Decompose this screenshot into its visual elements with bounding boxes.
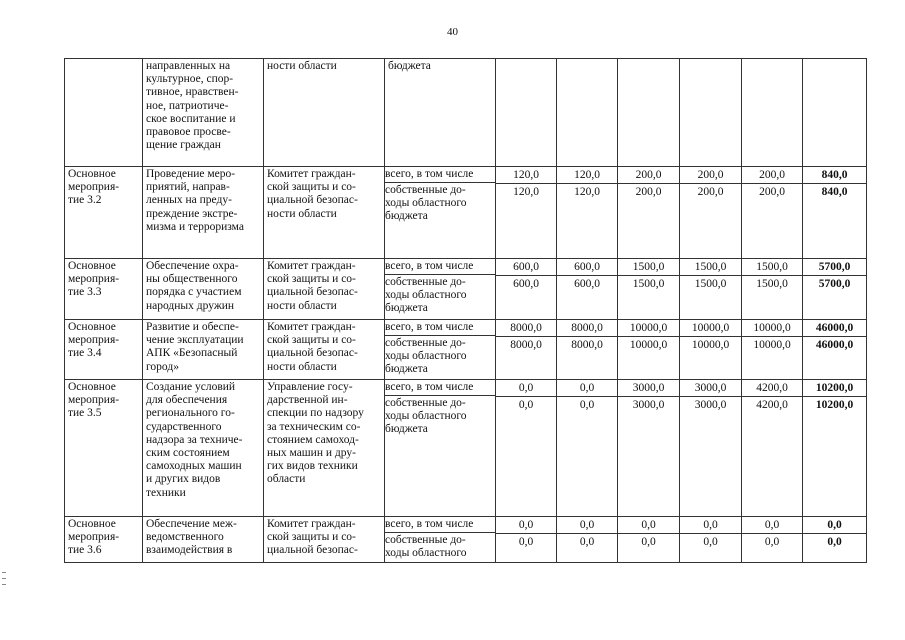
cell-name: Обеспечение меж- ведомственного взаимодействия в bbox=[143, 517, 264, 563]
cell-value: 0,0 0,0 bbox=[496, 380, 557, 517]
cell-code: Основное мероприя- тие 3.6 bbox=[65, 517, 143, 563]
name-line: щение граждан bbox=[146, 139, 221, 152]
cell-executor: Комитет граждан- ской защиты и со- циальной безопас- ности области bbox=[264, 167, 385, 259]
cell-value: 10000,0 10000,0 bbox=[618, 320, 680, 380]
cell-executor: Комитет граждан- ской защиты и со- циальной безопас- ности области bbox=[264, 320, 385, 380]
scan-mark bbox=[2, 584, 6, 585]
cell-executor: ности области bbox=[264, 59, 385, 167]
cell-code: Основное мероприя- тие 3.2 bbox=[65, 167, 143, 259]
cell-value: 0,0 0,0 bbox=[742, 517, 803, 563]
scan-mark bbox=[2, 578, 6, 579]
table-row bbox=[65, 167, 867, 259]
cell-name: Проведение меро- приятий, направ- ленных на преду- преждение экстре- мизма и терроризма bbox=[143, 167, 264, 259]
cell-value: 0,0 0,0 bbox=[618, 517, 680, 563]
name-line: ное, патриотиче- bbox=[146, 99, 229, 112]
table-row bbox=[65, 380, 867, 517]
cell-code: Основное мероприя- тие 3.5 bbox=[65, 380, 143, 517]
cell-code: Основное мероприя- тие 3.4 bbox=[65, 320, 143, 380]
cell-name bbox=[143, 59, 264, 167]
cell-code bbox=[65, 59, 143, 167]
cell-value: 4200,0 4200,0 bbox=[742, 380, 803, 517]
name-line: правовое просве- bbox=[146, 126, 231, 139]
cell-value: 3000,0 3000,0 bbox=[680, 380, 742, 517]
cell-value: 600,0 600,0 bbox=[557, 259, 618, 320]
cell-value: 0,0 0,0 bbox=[557, 517, 618, 563]
cell-source: всего, в том числе собственные до- ходы областного бюджета bbox=[385, 167, 496, 259]
program-table bbox=[64, 58, 867, 563]
table-row bbox=[65, 259, 867, 320]
cell-total: 840,0 840,0 bbox=[803, 167, 867, 259]
cell-value: 1500,0 1500,0 bbox=[680, 259, 742, 320]
cell-total: 46000,0 46000,0 bbox=[803, 320, 867, 380]
continuation-row bbox=[65, 59, 867, 167]
name-line: культурное, спор- bbox=[146, 73, 234, 86]
cell-value: 120,0 120,0 bbox=[496, 167, 557, 259]
cell-name: Развитие и обеспе- чение эксплуатации АПК «Безопасный город» bbox=[143, 320, 264, 380]
name-line: тивное, нравствен- bbox=[146, 86, 239, 99]
cell-value: 0,0 0,0 bbox=[496, 517, 557, 563]
cell-value: 120,0 120,0 bbox=[557, 167, 618, 259]
cell-value: 0,0 0,0 bbox=[680, 517, 742, 563]
cell-value: 3000,0 3000,0 bbox=[618, 380, 680, 517]
cell-value: 8000,0 8000,0 bbox=[557, 320, 618, 380]
scan-mark bbox=[2, 572, 6, 573]
cell-value: 1500,0 1500,0 bbox=[618, 259, 680, 320]
cell-value: 1500,0 1500,0 bbox=[742, 259, 803, 320]
cell-value: 200,0 200,0 bbox=[618, 167, 680, 259]
name-line: направленных на bbox=[146, 60, 231, 72]
table-row bbox=[65, 517, 867, 563]
cell-source: всего, в том числе собственные до- ходы областного бюджета bbox=[385, 259, 496, 320]
cell-name: Создание условий для обеспечения регионального го- сударственного надзора за техниче- ским состоянием самоходных машин и других видов техники bbox=[143, 380, 264, 517]
cell-value: 200,0 200,0 bbox=[742, 167, 803, 259]
cell-name: Обеспечение охра- ны общественного порядка с участием народных дружин bbox=[143, 259, 264, 320]
cell-code: Основное мероприя- тие 3.3 bbox=[65, 259, 143, 320]
cell-value: 10000,0 10000,0 bbox=[742, 320, 803, 380]
cell-executor: Комитет граждан- ской защиты и со- циальной безопас- bbox=[264, 517, 385, 563]
cell-source: бюджета bbox=[385, 59, 496, 167]
cell-value: 0,0 0,0 bbox=[557, 380, 618, 517]
cell-source: всего, в том числе собственные до- ходы областного бюджета bbox=[385, 380, 496, 517]
cell-total: 10200,0 10200,0 bbox=[803, 380, 867, 517]
cell-executor: Управление госу- дарственной ин- спекции по надзору за техническим со- стоянием самоход- ных машин и дру- гих видов техники области bbox=[264, 380, 385, 517]
cell-total: 0,0 0,0 bbox=[803, 517, 867, 563]
cell-source: всего, в том числе собственные до- ходы областного бюджета bbox=[385, 320, 496, 380]
cell-value: 200,0 200,0 bbox=[680, 167, 742, 259]
cell-total: 5700,0 5700,0 bbox=[803, 259, 867, 320]
cell-value: 10000,0 10000,0 bbox=[680, 320, 742, 380]
table-row bbox=[65, 320, 867, 380]
name-line: ское воспитание и bbox=[146, 112, 236, 125]
page-number: 40 bbox=[447, 26, 458, 38]
cell-source: всего, в том числе собственные до- ходы областного bbox=[385, 517, 496, 563]
cell-executor: Комитет граждан- ской защиты и со- циальной безопас- ности области bbox=[264, 259, 385, 320]
cell-value: 8000,0 8000,0 bbox=[496, 320, 557, 380]
cell-value: 600,0 600,0 bbox=[496, 259, 557, 320]
